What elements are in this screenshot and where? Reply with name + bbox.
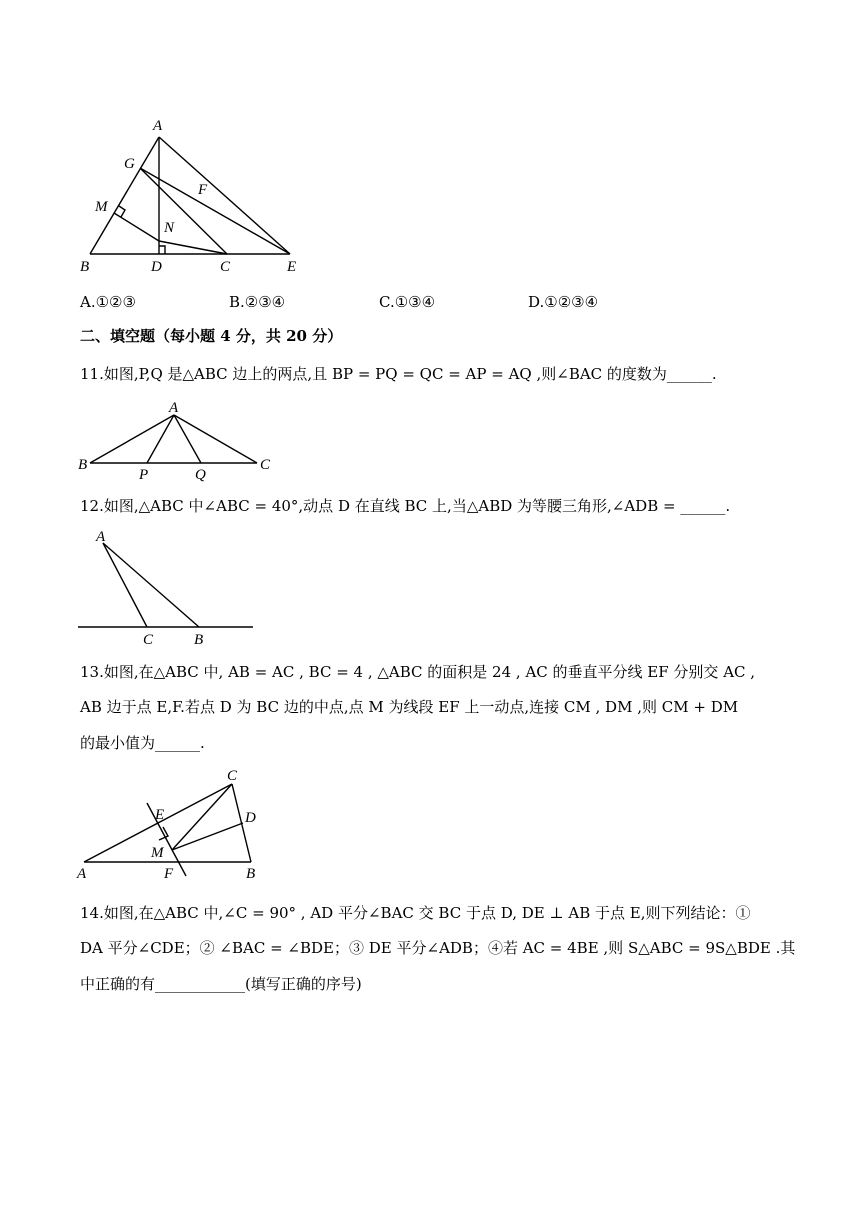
label-Q: Q — [195, 467, 206, 483]
question-11-text: 11.如图,P,Q 是△ABC 边上的两点,且 BP = PQ = QC = AP = AQ ,则∠BAC 的度数为______. — [80, 365, 717, 383]
label-C: C — [143, 632, 154, 648]
question-13-line1: 13.如图,在△ABC 中, AB = AC , BC = 4 , △ABC 的面积是 24 , AC 的垂直平分线 EF 分别交 AC , — [80, 663, 756, 681]
label-D: D — [151, 259, 162, 275]
option-c: C.①③④ — [379, 293, 436, 311]
line-AE — [159, 137, 290, 254]
label-P: P — [139, 467, 149, 483]
option-b: B.②③④ — [229, 293, 286, 311]
line-MD — [172, 823, 243, 850]
question-14-line3: 中正确的有____________(填写正确的序号) — [80, 975, 362, 993]
section-heading: 二、填空题（每小题 4 分，共 20 分） — [80, 327, 343, 345]
label-N: N — [164, 220, 175, 236]
label-E: E — [287, 259, 297, 275]
label-A: A — [153, 118, 163, 134]
option-d: D.①②③④ — [528, 293, 599, 311]
label-A: A — [96, 529, 106, 545]
line-AC — [174, 415, 257, 463]
label-B: B — [78, 457, 88, 473]
label-C: C — [220, 259, 231, 275]
label-M: M — [95, 199, 108, 215]
label-F: F — [198, 182, 208, 198]
label-G: G — [124, 156, 135, 172]
label-C: C — [227, 768, 238, 784]
line-MC — [172, 784, 232, 850]
label-B: B — [80, 259, 90, 275]
question-13-line3: 的最小值为______. — [80, 734, 205, 752]
line-AB — [103, 543, 199, 627]
figure-q10 — [70, 110, 320, 280]
label-D: D — [245, 810, 256, 826]
line-MN — [114, 213, 159, 241]
label-M: M — [151, 845, 164, 861]
label-A: A — [169, 400, 179, 416]
question-13-line2: AB 边于点 E,F.若点 D 为 BC 边的中点,点 M 为线段 EF 上一动点,连接 CM , DM ,则 CM + DM — [80, 698, 739, 716]
label-E: E — [155, 807, 165, 823]
figure-q11 — [70, 398, 285, 484]
right-angle-D — [159, 246, 165, 254]
line-AB — [90, 137, 159, 254]
label-B: B — [246, 866, 256, 882]
label-B: B — [194, 632, 204, 648]
figure-q12 — [70, 525, 265, 650]
figure-q13 — [70, 762, 280, 884]
label-F: F — [164, 866, 174, 882]
question-14-line2: DA 平分∠CDE；② ∠BAC = ∠BDE；③ DE 平分∠ADB；④若 AC = 4BE ,则 S△ABC = 9S△BDE .其 — [80, 939, 796, 957]
label-C: C — [260, 457, 271, 473]
line-AC — [103, 543, 147, 627]
label-A: A — [77, 866, 87, 882]
question-14-line1: 14.如图,在△ABC 中,∠C = 90° , AD 平分∠BAC 交 BC 于点 D, DE ⊥ AB 于点 E,则下列结论：① — [80, 904, 751, 922]
right-angle-M — [119, 206, 125, 217]
option-a: A.①②③ — [80, 293, 136, 311]
question-12-text: 12.如图,△ABC 中∠ABC = 40°,动点 D 在直线 BC 上,当△ABD 为等腰三角形,∠ADB = ______. — [80, 497, 731, 515]
line-AB — [90, 415, 174, 463]
